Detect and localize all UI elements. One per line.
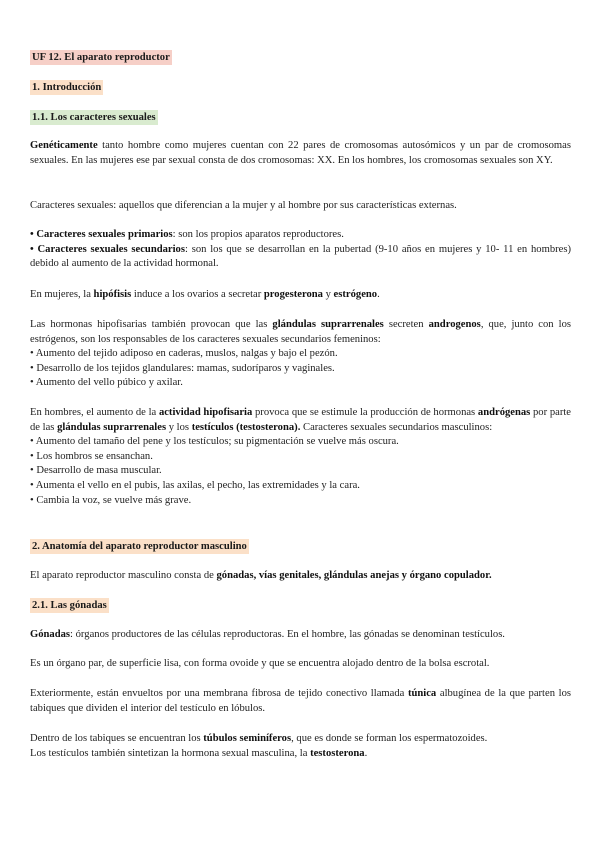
list-item	[30, 228, 571, 243]
list-caracteres	[30, 228, 571, 272]
term: testículos (testosterona).	[191, 421, 301, 433]
term: androgenos	[428, 319, 481, 330]
list-item: • Aumenta el vello en el pubis, las axilas, el pecho, las extremidades y la cara.	[30, 479, 360, 491]
subsection-1-1-heading	[30, 110, 571, 126]
paragraph-mujeres	[30, 288, 571, 303]
term: túnica	[407, 688, 437, 699]
list-item: • Desarrollo de masa muscular.	[30, 465, 162, 477]
text: Las hormonas hipofisarias también provocan que las	[30, 319, 273, 330]
list-item: • Cambia la voz, se vuelve más grave.	[30, 494, 192, 506]
unit-title-text: UF 12. El aparato reproductor	[32, 52, 170, 63]
term: glándulas suprarrenales	[57, 421, 167, 433]
subsection-2-1-heading	[30, 598, 571, 614]
text: : órganos productores de las células reproductoras. En el hombre, las gónadas se denominan testículos.	[70, 629, 505, 640]
term: gónadas, vías genitales, glándulas anejas y órgano copulador.	[216, 570, 492, 581]
text: En hombres, el aumento de la	[30, 407, 159, 418]
text: provoca que se estimule la producción de hormonas	[252, 407, 478, 418]
subsection-2-1-heading-text: 2.1. Las gónadas	[32, 600, 107, 611]
term: • Caracteres sexuales primarios	[30, 229, 173, 240]
subsection-1-1-heading-text: 1.1. Los caracteres sexuales	[32, 112, 156, 123]
section-1-heading-text: 1. Introducción	[32, 82, 102, 93]
text: Es un órgano par, de superficie lisa, con forma ovoide y que se encuentra alojado dentro de la bolsa escrotal.	[30, 658, 490, 669]
text: y los	[166, 421, 192, 433]
paragraph-text: Caracteres sexuales: aquellos que diferencian a la mujer y al hombre por sus características externas.	[30, 200, 457, 211]
paragraph-organo	[30, 657, 571, 672]
text: Los testículos también sintetizan la hormona sexual masculina, la	[30, 747, 311, 759]
text: El aparato reproductor masculino consta de	[30, 570, 217, 581]
text: y	[322, 289, 334, 300]
section-2-heading	[30, 539, 571, 555]
term: estrógeno	[333, 289, 378, 300]
term: progesterona	[263, 289, 323, 300]
text: .	[377, 289, 380, 300]
item-text: : son los que se desarrollan en la pubertad (9-10 años en mujeres y 10- 11 en hombres) debido al aumento de la actividad hormonal.	[30, 243, 571, 270]
list-item: • Desarrollo de los tejidos glandulares: mamas, sudoríparos y vaginales.	[30, 362, 335, 374]
text: , que, junto con los estrógenos, son los responsables de los caracteres sexuales secundarios femeninos:	[30, 319, 572, 345]
term: hipófisis	[93, 289, 132, 300]
term: andrógenas	[477, 407, 531, 418]
section-2-heading-text: 2. Anatomía del aparato reproductor masculino	[32, 541, 247, 552]
text: por parte de las	[30, 407, 572, 433]
term: Gónadas	[30, 629, 71, 640]
paragraph-definicion	[30, 199, 571, 214]
text: .	[364, 747, 368, 759]
paragraph-tabiques	[30, 732, 571, 761]
term: túbulos seminíferos	[203, 733, 292, 744]
paragraph-hombres	[30, 406, 571, 508]
text: secreten	[383, 319, 429, 330]
paragraph-genetica	[30, 139, 571, 168]
list-item: • Aumento del tejido adiposo en caderas, muslos, nalgas y bajo el pezón.	[30, 348, 338, 360]
term: glándulas suprarrenales	[272, 319, 384, 330]
line	[30, 747, 571, 762]
list-item: • Los hombros se ensanchan.	[30, 450, 153, 462]
text: En mujeres, la	[30, 289, 94, 300]
paragraph-gonadas	[30, 628, 571, 643]
paragraph-text: tanto hombre como mujeres cuentan con 22 pares de cromosomas autosómicos y un par de cromosomas sexuales. En las mujeres ese par sexual consta de dos cromosomas: XX. En los hombres, los cromosomas sexuales son XY.	[30, 140, 571, 166]
paragraph-exterior	[30, 687, 571, 716]
item-text: : son los propios aparatos reproductores.	[172, 229, 344, 240]
line	[30, 732, 571, 747]
section-1-heading	[30, 80, 571, 96]
term-geneticamente: Genéticamente	[30, 140, 98, 151]
text: albugínea de la que parten los tabiques que dividen el interior del testículo en lóbulos.	[30, 688, 571, 714]
paragraph-aparato	[30, 569, 571, 584]
text: Caracteres sexuales secundarios masculinos:	[300, 421, 493, 433]
term: testosterona	[310, 747, 365, 759]
text: Dentro de los tabiques se encuentran los	[30, 733, 204, 744]
list-item: • Aumento del vello púbico y axilar.	[30, 377, 183, 389]
list-item: • Aumento del tamaño del pene y los testículos; su pigmentación se vuelve más oscura.	[30, 436, 399, 448]
unit-title	[30, 50, 571, 66]
term: actividad hipofisaria	[158, 407, 253, 418]
list-item	[30, 243, 571, 272]
text: Exteriormente, están envueltos por una membrana fibrosa de tejido conectivo llamada	[30, 688, 408, 699]
text: induce a los ovarios a secretar	[131, 289, 264, 300]
paragraph-hormonas	[30, 318, 571, 391]
text: , que es donde se forman los espermatozoides.	[291, 733, 488, 744]
term: • Caracteres sexuales secundarios	[30, 243, 185, 255]
